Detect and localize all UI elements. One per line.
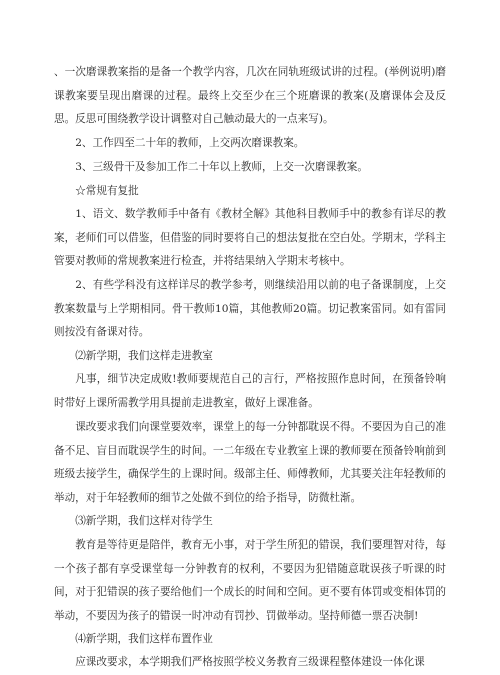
- section-heading-review: ☆常规有复批: [75, 185, 139, 197]
- paragraph-efficiency: 课改要求我们向课堂要效率，课堂上的每一分钟都耽误不得。不要因为自己的准备不足、盲目而耽误学生的时间。一二年级在专业教室上课的教师要在预备铃响前到班级去接学生，确保学生的上课时间。级部主任、师傅教师，尤其要关注年轻教师的举动，对于年轻教师的细节之处做不到位的给予指导，防微杜渐。: [54, 421, 446, 504]
- paragraph-review-1: 1、语文、数学教师手中备有《教材全解》其他科目教师手中的教参有详尽的教案，老师们可以借鉴，但借鉴的同时要将自己的想法复批在空白处。学期末，学科主管要对教师的常规教案进行检查，并将结果纳入学期末考核中。: [54, 208, 446, 268]
- paragraph-rehearsal-lesson-plan: 、一次磨课教案指的是备一个教学内容，几次在同轨班级试讲的过程。(举例说明)磨课教案要呈现出磨课的过程。最终上交至少在三个班磨课的教案(及磨课体会及反思。反思可围绕教学设计调整对自己触动最大的一点来写)。: [54, 66, 446, 126]
- paragraph-review-2: 2、有些学科没有这样详尽的教学参考，则继续沿用以前的电子备课制度，上交教案数量与上学期相同。骨干教师10篇，其他教师20篇。切记教案雷同。如有雷同则按没有备课对待。: [54, 279, 446, 339]
- section-heading-enter-classroom: ⑵新学期，我们这样走进教室: [75, 350, 213, 362]
- paragraph-item-2: 2、工作四至二十年的教师，上交两次磨课教案。: [75, 137, 305, 149]
- paragraph-details: 凡事，细节决定成败!教师要规范自己的言行，严格按照作息时间，在预备铃响时带好上课所需教学用具提前走进教室，做好上课准备。: [54, 373, 446, 409]
- paragraph-homework: 应课改要求，本学期我们严格按照学校义务教育三级课程整体建设一体化课: [75, 656, 425, 668]
- section-heading-treat-students: ⑶新学期，我们这样对待学生: [75, 515, 213, 527]
- section-heading-homework: ⑷新学期，我们这样布置作业: [75, 633, 213, 645]
- paragraph-education: 教育是等待更是陪伴，教育无小事，对于学生所犯的错误，我们要理智对待，每一个孩子都有享受课堂每一分钟教育的权利，不要因为犯错随意耽误孩子听课的时间，对于犯错误的孩子要给他们一个成长的时间和空间。更不要有体罚或变相体罚的举动，不要因为孩子的错误一时冲动有罚抄、罚做举动。坚持师德一票否决制!: [54, 539, 446, 622]
- paragraph-item-3: 3、三级骨干及参加工作二十年以上教师，上交一次磨课教案。: [75, 161, 368, 173]
